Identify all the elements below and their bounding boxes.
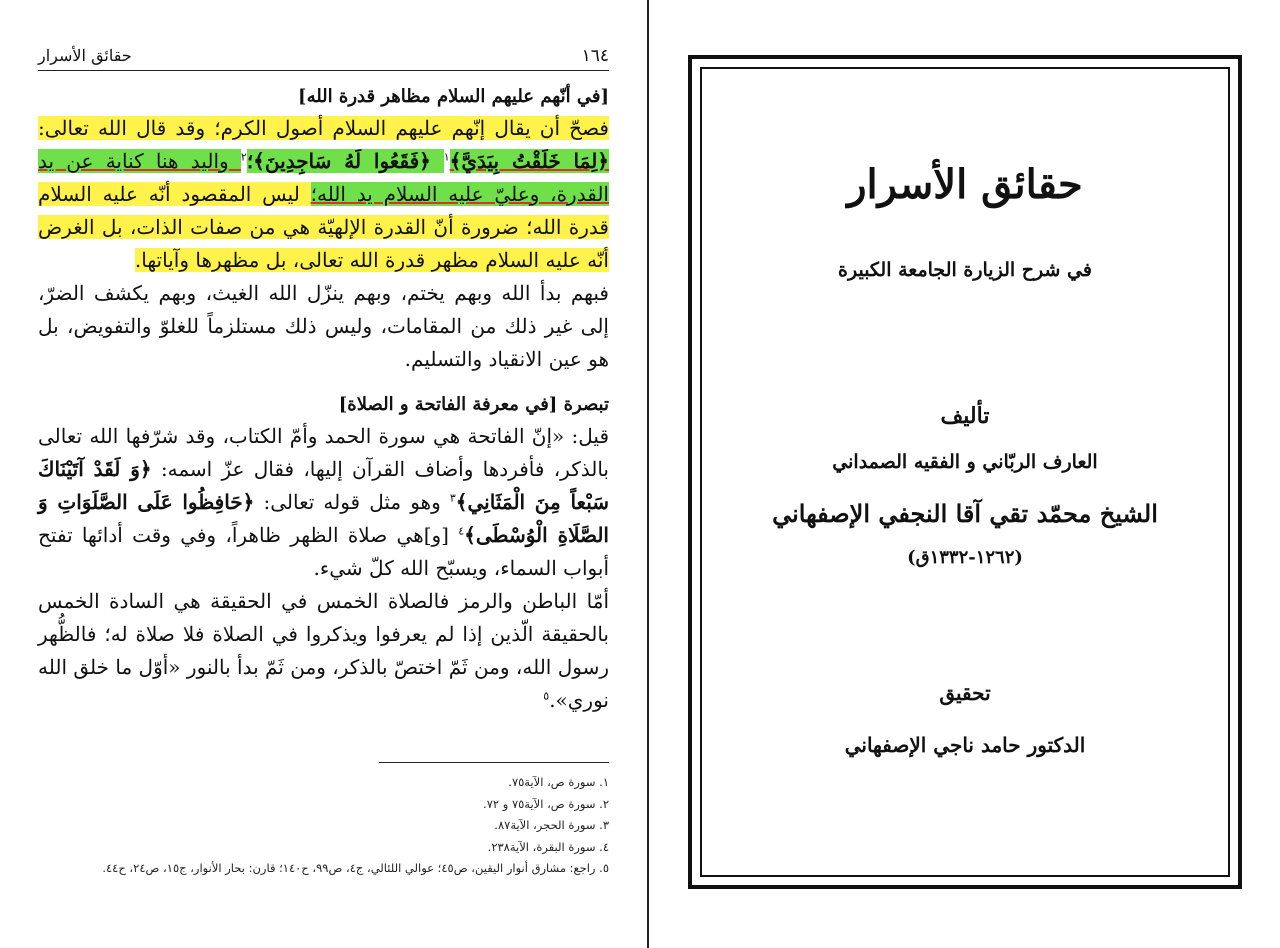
highlight-span-1: فصحّ أن يقال إنّهم عليهم السلام أصول الكرم؛ وقد قال الله تعالى: <box>38 116 609 140</box>
quran-verse-1: ﴿لِمَا خَلَقْتُ بِيَدَيَّ﴾ <box>449 149 610 173</box>
authorship-label: تأليف <box>940 403 990 429</box>
author-name: الشيخ محمّد تقي آقا النجفي الإصفهاني <box>772 499 1158 528</box>
author-epithet: العارف الربّاني و الفقيه الصمداني <box>832 451 1098 473</box>
footnote-divider <box>379 762 609 763</box>
paragraph-3 <box>38 420 609 585</box>
author-dates: (١٢٦٢-١٣٣٢ق) <box>907 547 1023 568</box>
para4-text: أمّا الباطن والرمز فالصلاة الخمس في الحقيقة هي السادة الخمس بالحقيقة الّذين إذا لم يعرفوا ويذكروا في الصلاة فلا صلاة له؛ فالظُّهر رسول الله، ومن ثَمّ اختصّ بالذكر، ومن ثَمّ بدأ بالنور «أوّل ما خلق الله نوري». <box>38 589 609 712</box>
para3-text-a: قيل: «إنّ الفاتحة هي سورة الحمد وأمّ الكتاب، وقد شرّفها الله تعالى بالذكر، فأفردها وأضاف القرآن إليها، فقال عزّ اسمه: <box>38 424 609 481</box>
paragraph-2: فبهم بدأ الله وبهم يختم، وبهم ينزّل الله الغيث، وبهم يكشف الضرّ، إلى غير ذلك من المقامات، وليس ذلك مستلزماً للغلوّ والتفويض، بل هو عين الانقياد والتسليم. <box>38 281 609 371</box>
paragraph-4 <box>38 585 609 717</box>
footnote-5: ٥. راجع: مشارق أنوار اليقين، ص٤٥؛ عوالي اللئالي، ج٤، ص٩٩، ح١٤٠؛ قارن: بحار الأنوار، ج١٥، ص٢٤، ح٤٤. <box>102 861 609 875</box>
running-head <box>38 40 609 71</box>
footnote-3: ٣. سورة الحجر، الآية٨٧. <box>494 818 609 832</box>
editor-name: الدكتور حامد ناجي الإصفهاني <box>844 733 1086 757</box>
para3-text-c: [و]هي صلاة الظهر ظاهراً، وفي وقت أدائها تفتح أبواب السماء، ويسبّح الله كلّ شيء. <box>38 523 609 580</box>
footnote-ref-2: ٢ <box>240 150 247 164</box>
left-page <box>30 30 615 920</box>
running-title: حقائق الأسرار <box>38 46 132 65</box>
highlight-span-2: ليس المقصود أنّه عليه السلام قدرة الله؛ ضرورة أنّ القدرة الإلهيّة هي من صفات الذات، بل الغرض أنّه عليه السلام مظهر قدرة الله تعالى، بل مظهرها وآياتها. <box>38 182 609 272</box>
cover-frame-outer <box>688 55 1242 889</box>
page-body <box>38 82 609 717</box>
edited-label: تحقيق <box>939 681 991 705</box>
footnote-2: ٢. سورة ص، الآية٧٥ و ٧٢. <box>483 796 609 811</box>
footnote-4: ٤. سورة البقرة، الآية٢٣٨. <box>487 839 609 854</box>
cover-content <box>702 69 1228 875</box>
footnote-ref-4: ٤ <box>458 524 465 538</box>
footnote-ref-3: ٣ <box>449 491 456 505</box>
cover-frame-inner <box>700 67 1230 877</box>
section-heading-2: تبصرة [في معرفة الفاتحة و الصلاة] <box>338 394 609 415</box>
footnote-ref-5: ٥ <box>543 689 550 703</box>
highlight-span-green: واليد هنا كناية عن يد القدرة، وعليّ عليه السلام يد الله؛ <box>38 149 609 206</box>
book-title: حقائق الأسرار <box>847 161 1083 208</box>
quran-verse-2: ﴿فَقَعُوا لَهُ سَاجِدِينَ﴾؛ <box>246 149 444 173</box>
section-heading-1: [في أنّهم عليهم السلام مظاهر قدرة الله] <box>298 86 609 107</box>
book-subtitle: في شرح الزيارة الجامعة الكبيرة <box>838 259 1092 281</box>
footnotes <box>38 772 609 880</box>
footnote-1: ١. سورة ص، الآية٧٥. <box>508 775 609 789</box>
para3-text-b: وهو مثل قوله تعالى: <box>254 490 450 514</box>
page-gutter <box>647 0 649 948</box>
footnote-ref-1: ١ <box>443 150 450 164</box>
page-number: ١٦٤ <box>581 46 609 66</box>
highlighted-paragraph <box>38 112 609 277</box>
quran-verse-4: ﴿حَافِظُوا عَلَى الصَّلَوَاتِ وَ الصَّلَاةِ الْوُسْطَى﴾ <box>38 490 609 547</box>
quran-verse-3: ﴿وَ لَقَدْ آتَيْنَاكَ سَبْعاً مِنَ الْمَثَانِي﴾ <box>38 457 609 514</box>
